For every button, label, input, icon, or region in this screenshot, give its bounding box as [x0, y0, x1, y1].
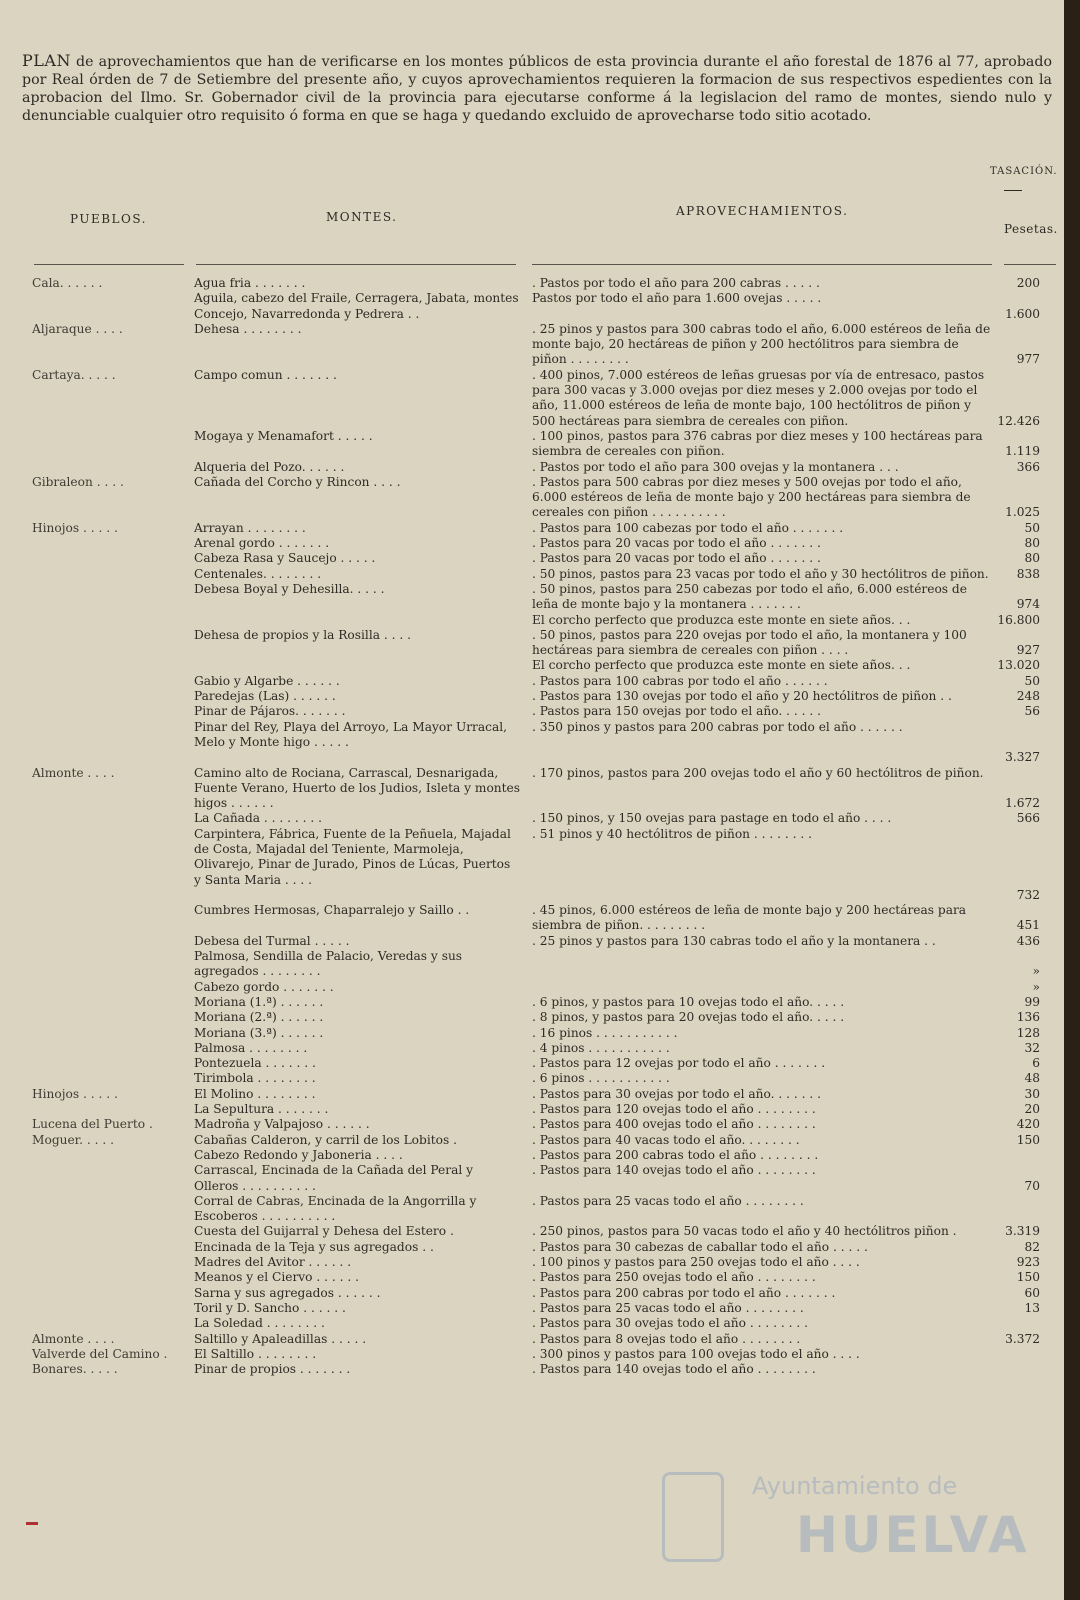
monte-cell: La Soledad . . . . . . . .	[194, 1316, 325, 1331]
aprovechamiento-cell: . Pastos por todo el año para 200 cabras . . . . .	[532, 276, 820, 290]
monte-cell: El Saltillo . . . . . . . .	[194, 1346, 317, 1361]
aprovechamiento-cell: . Pastos para 20 vacas por todo el año . . . . . . .	[532, 551, 821, 566]
tasacion-cell: 6	[1032, 1056, 1040, 1071]
header-rule-montes	[196, 264, 516, 265]
tasacion-cell: 70	[1024, 1178, 1040, 1193]
monte-cell: Mogaya y Menamafort . . . . .	[194, 428, 373, 443]
aprovechamiento-cell: . Pastos para 8 ovejas todo el año . . . . . . . .	[532, 1331, 801, 1346]
aprovechamiento-cell: El corcho perfecto que produzca este monte en siete años. . .	[532, 658, 911, 673]
tasacion-cell: 80	[1024, 536, 1040, 551]
aprovechamiento-cell: . Pastos para 40 vacas todo el año. . . . . . . .	[532, 1132, 800, 1147]
aprovechamiento-cell: . Pastos por todo el año para 300 ovejas y la montanera . . .	[532, 459, 899, 474]
table-row	[0, 1071, 1064, 1086]
tasacion-cell: 566	[1016, 811, 1040, 826]
tasacion-cell: »	[1032, 979, 1040, 994]
heading-lead: PLAN	[22, 51, 71, 70]
tasacion-cell: 128	[1016, 1025, 1040, 1040]
header-pesetas: Pesetas.	[1004, 222, 1058, 236]
aprovechamiento-cell: . 6 pinos, y pastos para 10 ovejas todo el año. . . . .	[532, 994, 845, 1009]
monte-cell: Dehesa de propios y la Rosilla . . . .	[194, 627, 411, 642]
table-row	[0, 582, 1064, 613]
aprovechamiento-cell: . Pastos para 140 ovejas todo el año . . . . . . . .	[532, 1362, 816, 1377]
tasacion-cell: 1.600	[1005, 306, 1040, 321]
document-heading	[22, 52, 1052, 125]
table-row	[0, 322, 1064, 368]
monte-cell: Cabeza Rasa y Saucejo . . . . .	[194, 551, 376, 566]
monte-cell: Madroña y Valpajoso . . . . . .	[194, 1117, 370, 1132]
aprovechamiento-cell: . Pastos para 12 ovejas por todo el año . . . . . . .	[532, 1056, 826, 1071]
table-row	[0, 368, 1064, 429]
tasacion-cell: 3.327	[1005, 750, 1040, 765]
monte-cell: Moriana (2.ª) . . . . . .	[194, 1010, 324, 1025]
table-row	[0, 521, 1064, 536]
watermark-big-text: HUELVA	[796, 1506, 1030, 1564]
tasacion-cell: 3.372	[1005, 1331, 1040, 1346]
table-row	[0, 903, 1064, 934]
table-row	[0, 827, 1064, 904]
pueblo-cell: Hinojos . . . . .	[32, 1086, 118, 1101]
monte-cell: Saltillo y Apaleadillas . . . . .	[194, 1331, 367, 1346]
tasacion-cell: 420	[1016, 1117, 1040, 1132]
monte-cell: Pontezuela . . . . . . .	[194, 1056, 316, 1071]
aprovechamiento-cell: . 16 pinos . . . . . . . . . . .	[532, 1025, 678, 1040]
tasacion-cell: 732	[1016, 887, 1040, 902]
header-dash	[1004, 190, 1022, 191]
monte-cell: Campo comun . . . . . . .	[194, 367, 337, 382]
table-row	[0, 766, 1064, 812]
monte-cell: Corral de Cabras, Encinada de la Angorrilla y Escoberos . . . . . . . . . .	[194, 1193, 477, 1224]
aprovechamiento-cell: Pastos por todo el año para 1.600 ovejas . . . . .	[532, 291, 822, 306]
header-tasacion: TASACIÓN.	[990, 166, 1058, 177]
monte-cell: Carrascal, Encinada de la Cañada del Peral y Olleros . . . . . . . . . .	[194, 1163, 474, 1193]
pueblo-cell: Gibraleon . . . .	[32, 474, 124, 489]
aprovechamiento-cell: . 250 pinos, pastos para 50 vacas todo el año y 40 hectólitros piñon .	[532, 1224, 957, 1239]
table-row	[0, 720, 1064, 766]
tasacion-cell: 366	[1016, 459, 1040, 474]
table-row	[0, 276, 1064, 291]
aprovechamiento-cell: . 170 pinos, pastos para 200 ovejas todo el año y 60 hectólitros de piñon.	[532, 765, 984, 780]
aprovechamiento-cell: . Pastos para 130 ovejas por todo el año y 20 hectólitros de piñon . .	[532, 689, 952, 704]
monte-cell: Debesa Boyal y Dehesilla. . . . .	[194, 581, 385, 596]
tasacion-cell: 30	[1024, 1086, 1040, 1101]
aprovechamiento-cell: . Pastos para 120 ovejas todo el año . . . . . . . .	[532, 1102, 816, 1117]
aprovechamiento-cell: . 45 pinos, 6.000 estéreos de leña de monte bajo y 200 hectáreas para siembra de piñon. . . . . . . . .	[532, 903, 967, 933]
aprovechamiento-cell: El corcho perfecto que produzca este monte en siete años. . .	[532, 612, 911, 627]
table-row	[0, 475, 1064, 521]
header-pueblos: PUEBLOS.	[70, 212, 147, 226]
page-edge	[1064, 0, 1080, 1600]
tasacion-cell: 13	[1024, 1300, 1040, 1315]
monte-cell: Alqueria del Pozo. . . . . .	[194, 459, 345, 474]
table-row	[0, 1056, 1064, 1071]
pueblo-cell: Cartaya. . . . .	[32, 367, 116, 382]
table-row	[0, 628, 1064, 659]
tasacion-cell: 3.319	[1005, 1224, 1040, 1239]
monte-cell: Palmosa . . . . . . . .	[194, 1040, 308, 1055]
table-row	[0, 1347, 1064, 1362]
table-row	[0, 995, 1064, 1010]
table-row	[0, 658, 1064, 673]
monte-cell: Agua fria . . . . . . .	[194, 276, 306, 290]
red-arrow-mark	[26, 1522, 38, 1525]
monte-cell: Meanos y el Ciervo . . . . . .	[194, 1270, 359, 1285]
pueblo-cell: Moguer. . . . .	[32, 1132, 115, 1147]
table-row	[0, 674, 1064, 689]
aprovechamiento-cell: . 25 pinos y pastos para 130 cabras todo el año y la montanera . .	[532, 933, 936, 948]
monte-cell: Gabio y Algarbe . . . . . .	[194, 673, 340, 688]
monte-cell: Dehesa . . . . . . . .	[194, 321, 302, 336]
tasacion-cell: 248	[1016, 689, 1040, 704]
plan-table	[0, 276, 1064, 1377]
aprovechamiento-cell: . 300 pinos y pastos para 100 ovejas todo el año . . . .	[532, 1346, 860, 1361]
monte-cell: Camino alto de Rociana, Carrascal, Desnarigada, Fuente Verano, Huerto de los Judios, Isleta y montes higos . . . . . .	[194, 765, 521, 811]
header-rule-aprovechamientos	[532, 264, 992, 265]
monte-cell: La Cañada . . . . . . . .	[194, 811, 322, 826]
pueblo-cell: Bonares. . . . .	[32, 1362, 118, 1377]
table-row	[0, 980, 1064, 995]
table-row	[0, 1301, 1064, 1316]
monte-cell: Debesa del Turmal . . . . .	[194, 933, 350, 948]
tasacion-cell: 13.020	[997, 658, 1040, 673]
pueblo-cell: Almonte . . . .	[32, 765, 115, 780]
aprovechamiento-cell: . Pastos para 100 cabras por todo el año . . . . . .	[532, 673, 828, 688]
aprovechamiento-cell: . 6 pinos . . . . . . . . . . .	[532, 1071, 670, 1086]
pueblo-cell: Valverde del Camino .	[32, 1346, 168, 1361]
tasacion-cell: 20	[1024, 1102, 1040, 1117]
aprovechamiento-cell: . 50 pinos, pastos para 220 ovejas por todo el año, la montanera y 100 hectáreas para siembra de cereales con piñon . . . .	[532, 627, 967, 658]
aprovechamiento-cell: . 50 pinos, pastos para 23 vacas por todo el año y 30 hectólitros de piñon.	[532, 566, 989, 581]
tasacion-cell: 974	[1016, 597, 1040, 612]
table-row	[0, 1255, 1064, 1270]
tasacion-cell: 60	[1024, 1285, 1040, 1300]
aprovechamiento-cell: . 51 pinos y 40 hectólitros de piñon . . . . . . . .	[532, 826, 813, 841]
table-row	[0, 1286, 1064, 1301]
pueblo-cell: Almonte . . . .	[32, 1331, 115, 1346]
tasacion-cell: 50	[1024, 520, 1040, 535]
monte-cell: Pinar de Pájaros. . . . . . .	[194, 704, 346, 719]
tasacion-cell: 150	[1016, 1270, 1040, 1285]
header-montes: MONTES.	[326, 210, 398, 224]
tasacion-cell: 977	[1016, 352, 1040, 367]
tasacion-cell: 136	[1016, 1010, 1040, 1025]
pueblo-cell: Lucena del Puerto .	[32, 1117, 153, 1132]
table-row	[0, 567, 1064, 582]
tasacion-cell: 80	[1024, 551, 1040, 566]
watermark-small-text: Ayuntamiento de	[752, 1472, 958, 1500]
tasacion-cell: 451	[1016, 918, 1040, 933]
aprovechamiento-cell: . 100 pinos y pastos para 250 ovejas todo el año . . . .	[532, 1255, 860, 1270]
table-row	[0, 460, 1064, 475]
pueblo-cell: Hinojos . . . . .	[32, 520, 118, 535]
monte-cell: Arrayan . . . . . . . .	[194, 520, 306, 535]
aprovechamiento-cell: . 50 pinos, pastos para 250 cabezas por todo el año, 6.000 estéreos de leña de monte bajo y la montanera . . . . . . .	[532, 581, 967, 612]
aprovechamiento-cell: . 100 pinos, pastos para 376 cabras por diez meses y 100 hectáreas para siembra de cereales con piñon.	[532, 428, 983, 459]
monte-cell: Cabañas Calderon, y carril de los Lobitos .	[194, 1132, 457, 1147]
table-row	[0, 689, 1064, 704]
header-aprovechamientos: APROVECHAMIENTOS.	[676, 204, 849, 218]
table-row	[0, 536, 1064, 551]
monte-cell: Tirimbola . . . . . . . .	[194, 1071, 316, 1086]
aprovechamiento-cell: . Pastos para 200 cabras todo el año . . . . . . . .	[532, 1147, 819, 1162]
tasacion-cell: 838	[1016, 566, 1040, 581]
pueblo-cell: Aljaraque . . . .	[32, 321, 123, 336]
aprovechamiento-cell: . 4 pinos . . . . . . . . . . .	[532, 1040, 670, 1055]
aprovechamiento-cell: . 150 pinos, y 150 ovejas para pastage en todo el año . . . .	[532, 811, 892, 826]
pueblo-cell: Cala. . . . . .	[32, 276, 103, 290]
table-row	[0, 1026, 1064, 1041]
tasacion-cell: 927	[1016, 643, 1040, 658]
aprovechamiento-cell: . Pastos para 20 vacas por todo el año . . . . . . .	[532, 536, 821, 551]
monte-cell: Moriana (1.ª) . . . . . .	[194, 994, 324, 1009]
aprovechamiento-cell: . Pastos para 250 ovejas todo el año . . . . . . . .	[532, 1270, 816, 1285]
tasacion-cell: 48	[1024, 1071, 1040, 1086]
aprovechamiento-cell: . Pastos para 25 vacas todo el año . . . . . . . .	[532, 1193, 804, 1208]
watermark-seal-icon	[662, 1472, 724, 1562]
table-row	[0, 1010, 1064, 1025]
tasacion-cell: 1.025	[1005, 505, 1040, 520]
monte-cell: Cumbres Hermosas, Chaparralejo y Saillo . .	[194, 903, 470, 918]
heading-text: de aprovechamientos que han de verificarse en los montes públicos de esta provincia durante el año forestal de 1876 al 77, aprobado por Real órden de 7 de Setiembre del presente año, y cuyos aprovechamientos requieren la formacion de sus respectivos espedientes con la aprobacion del Ilmo. Sr. Gobernador civil de la provincia para ejecutarse conforme á la legislacion del ramo de montes, siendo nulo y denunciable cualquier otro requisito ó forma en que se haga y quedando excluido de aprovecharse todo sitio acotado.	[22, 54, 1052, 124]
aprovechamiento-cell: . Pastos para 100 cabezas por todo el año . . . . . . .	[532, 520, 844, 535]
aprovechamiento-cell: . Pastos para 30 cabezas de caballar todo el año . . . . .	[532, 1239, 868, 1254]
monte-cell: Cabezo Redondo y Jaboneria . . . .	[194, 1147, 403, 1162]
aprovechamiento-cell: . Pastos para 25 vacas todo el año . . . . . . . .	[532, 1300, 804, 1315]
monte-cell: Moriana (3.ª) . . . . . .	[194, 1025, 324, 1040]
table-row	[0, 1117, 1064, 1132]
monte-cell: Toril y D. Sancho . . . . . .	[194, 1300, 346, 1315]
table-row	[0, 934, 1064, 949]
tasacion-cell: 82	[1024, 1239, 1040, 1254]
monte-cell: Sarna y sus agregados . . . . . .	[194, 1285, 381, 1300]
table-row	[0, 1102, 1064, 1117]
table-row	[0, 1041, 1064, 1056]
monte-cell: Arenal gordo . . . . . . .	[194, 536, 330, 551]
monte-cell: Cañada del Corcho y Rincon . . . .	[194, 474, 401, 489]
table-row	[0, 949, 1064, 980]
table-row	[0, 1362, 1064, 1377]
monte-cell: Pinar del Rey, Playa del Arroyo, La Mayor Urracal, Melo y Monte higo . . . . .	[194, 719, 507, 749]
table-row	[0, 1316, 1064, 1331]
monte-cell: Paredejas (Las) . . . . . .	[194, 689, 336, 704]
table-row	[0, 551, 1064, 566]
table-row	[0, 1133, 1064, 1148]
tasacion-cell: 56	[1024, 704, 1040, 719]
table-row	[0, 1163, 1064, 1194]
monte-cell: Cabezo gordo . . . . . . .	[194, 979, 334, 994]
table-row	[0, 1224, 1064, 1239]
table-row	[0, 613, 1064, 628]
table-row	[0, 1332, 1064, 1347]
table-row	[0, 1148, 1064, 1163]
aprovechamiento-cell: . 350 pinos y pastos para 200 cabras por todo el año . . . . . .	[532, 719, 903, 734]
monte-cell: La Sepultura . . . . . . .	[194, 1102, 329, 1117]
monte-cell: Cuesta del Guijarral y Dehesa del Estero .	[194, 1224, 454, 1239]
table-row	[0, 811, 1064, 826]
table-row	[0, 291, 1064, 322]
aprovechamiento-cell: . Pastos para 400 ovejas todo el año . . . . . . . .	[532, 1117, 816, 1132]
table-row	[0, 429, 1064, 460]
tasacion-cell: 923	[1016, 1255, 1040, 1270]
monte-cell: Palmosa, Sendilla de Palacio, Veredas y sus agregados . . . . . . . .	[194, 949, 463, 979]
monte-cell: Madres del Avitor . . . . . .	[194, 1255, 352, 1270]
header-rule-tasacion	[1004, 264, 1056, 265]
tasacion-cell: 436	[1016, 933, 1040, 948]
table-row	[0, 1194, 1064, 1225]
monte-cell: Aguila, cabezo del Fraile, Cerragera, Jabata, montes Concejo, Navarredonda y Pedrera . .	[194, 291, 519, 321]
tasacion-cell: 99	[1024, 994, 1040, 1009]
tasacion-cell: »	[1032, 964, 1040, 979]
table-row	[0, 1270, 1064, 1285]
tasacion-cell: 12.426	[997, 413, 1040, 428]
table-row	[0, 704, 1064, 719]
aprovechamiento-cell: . 8 pinos, y pastos para 20 ovejas todo el año. . . . .	[532, 1010, 845, 1025]
table-row	[0, 1087, 1064, 1102]
aprovechamiento-cell: . 25 pinos y pastos para 300 cabras todo el año, 6.000 estéreos de leña de monte bajo, 20 hectáreas de piñon y 200 hectólitros para siembra de piñon . . . . . . . .	[532, 321, 991, 367]
tasacion-cell: 1.672	[1005, 796, 1040, 811]
monte-cell: Encinada de la Teja y sus agregados . .	[194, 1239, 434, 1254]
monte-cell: Pinar de propios . . . . . . .	[194, 1362, 351, 1377]
aprovechamiento-cell: . 400 pinos, 7.000 estéreos de leñas gruesas por vía de entresaco, pastos para 300 vacas y 3.000 ovejas por diez meses y 2.000 ovejas por todo el año, 11.000 estéreos de leña de monte bajo, 100 hectólitros de piñon y 500 hectáreas para siembra de cereales con piñon.	[532, 367, 985, 428]
tasacion-cell: 1.119	[1005, 444, 1040, 459]
aprovechamiento-cell: . Pastos para 200 cabras por todo el año . . . . . . .	[532, 1285, 836, 1300]
aprovechamiento-cell: . Pastos para 140 ovejas todo el año . . . . . . . .	[532, 1163, 816, 1178]
tasacion-cell: 50	[1024, 673, 1040, 688]
aprovechamiento-cell: . Pastos para 150 ovejas por todo el año. . . . . .	[532, 704, 821, 719]
monte-cell: Carpintera, Fábrica, Fuente de la Peñuela, Majadal de Costa, Majadal del Teniente, Marmoleja, Olivarejo, Pinar de Jurado, Pinos de Lúcas, Puertos y Santa Maria . . . .	[194, 826, 511, 887]
aprovechamiento-cell: . Pastos para 30 ovejas todo el año . . . . . . . .	[532, 1316, 808, 1331]
tasacion-cell: 200	[1016, 276, 1040, 290]
tasacion-cell: 32	[1024, 1040, 1040, 1055]
monte-cell: El Molino . . . . . . . .	[194, 1086, 316, 1101]
monte-cell: Centenales. . . . . . . .	[194, 566, 322, 581]
tasacion-cell: 16.800	[997, 612, 1040, 627]
header-rule-pueblos	[34, 264, 184, 265]
tasacion-cell: 150	[1016, 1132, 1040, 1147]
aprovechamiento-cell: . Pastos para 30 ovejas por todo el año. . . . . . .	[532, 1086, 821, 1101]
table-row	[0, 1240, 1064, 1255]
aprovechamiento-cell: . Pastos para 500 cabras por diez meses y 500 ovejas por todo el año, 6.000 estéreos de leña de monte bajo y 200 hectáreas para siembra de cereales con piñon . . . . . . . . . .	[532, 474, 971, 520]
